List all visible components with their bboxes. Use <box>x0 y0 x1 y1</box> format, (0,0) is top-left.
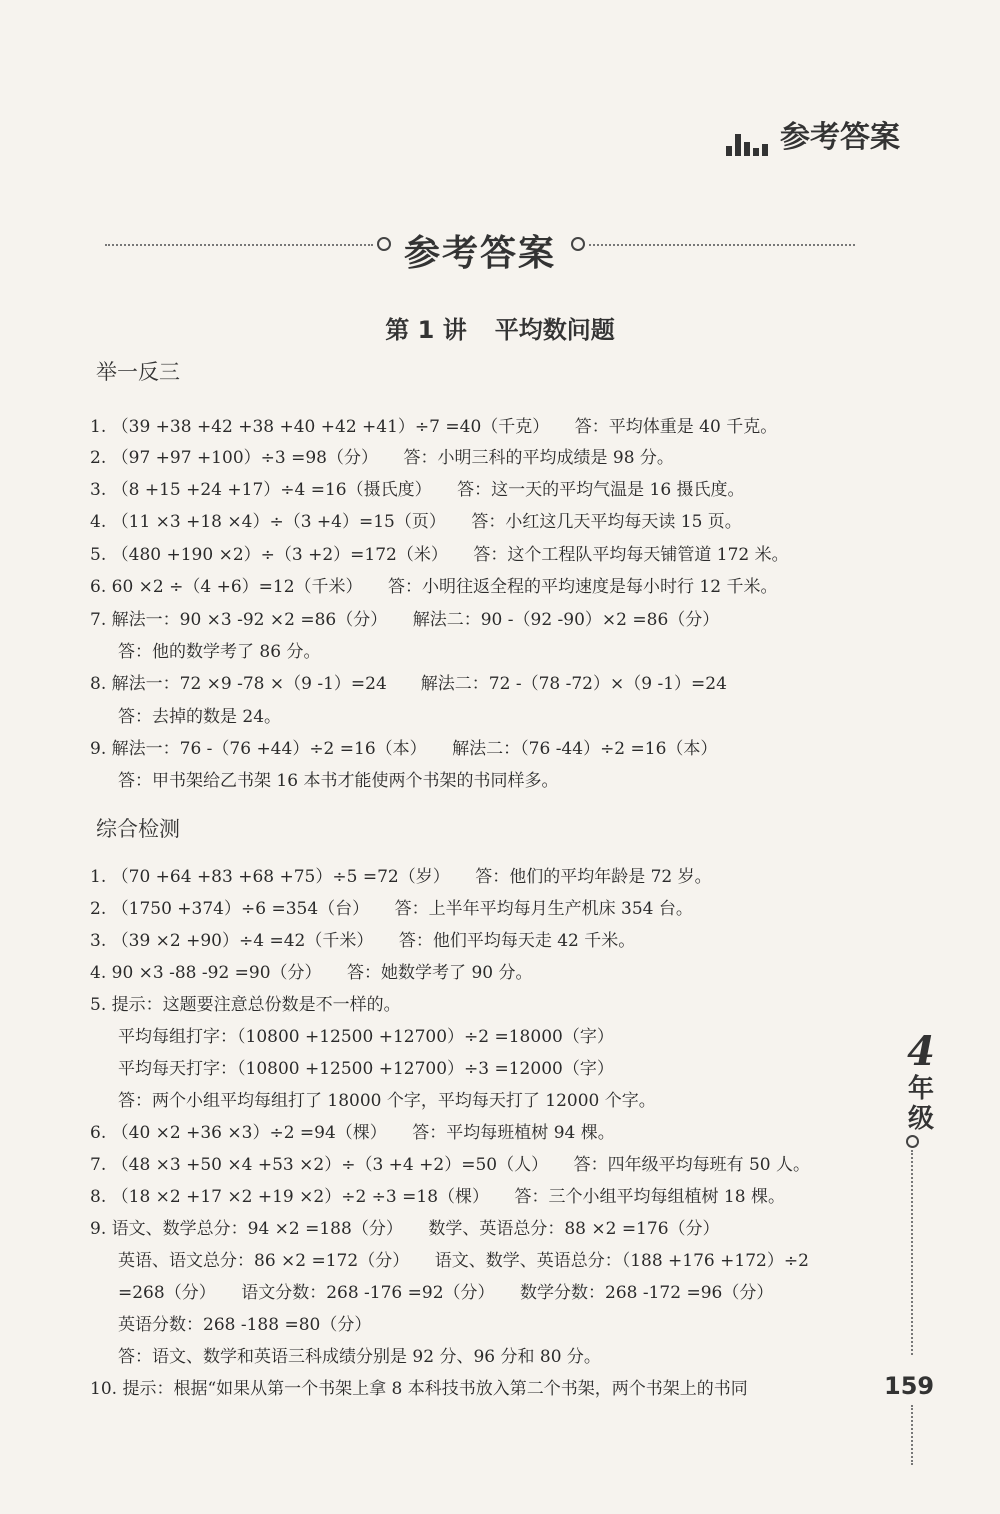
answer-line: 6. 60 ×2 ÷（4 +6）=12（千米） 答：小明往返全程的平均速度是每小时行 12 千米。 <box>90 577 778 597</box>
grade-text: 年级 <box>907 1074 934 1134</box>
section-heading: 综合检测 <box>96 817 180 841</box>
answer-line: 6. （40 ×2 +36 ×3）÷2 =94（棵） 答：平均每班植树 94 棵。 <box>90 1123 615 1143</box>
answer-line: 10. 提示：根据“如果从第一个书架上拿 8 本科技书放入第二个书架，两个书架上的书同 <box>90 1379 748 1399</box>
answer-line: 英语分数：268 -188 =80（分） <box>118 1315 372 1335</box>
answer-line: 7. 解法一：90 ×3 -92 ×2 =86（分） 解法二：90 -（92 -90）×2 =86（分） <box>90 610 720 630</box>
answer-line: 5. 提示：这题要注意总份数是不一样的。 <box>90 995 401 1015</box>
answer-line: 英语、语文总分：86 ×2 =172（分） 语文、数学、英语总分：（188 +176 +172）÷2 <box>118 1251 809 1271</box>
answer-line: 答：语文、数学和英语三科成绩分别是 92 分、96 分和 80 分。 <box>118 1347 601 1367</box>
side-dotted-rule <box>911 1150 913 1355</box>
lecture-name: 平均数问题 <box>494 316 615 344</box>
right-dotted-rule <box>589 244 855 246</box>
answer-line: 答：两个小组平均每组打了 18000 个字，平均每天打了 12000 个字。 <box>118 1091 656 1111</box>
answer-line: 9. 解法一：76 -（76 +44）÷2 =16（本） 解法二：（76 -44）÷2 =16（本） <box>90 739 718 759</box>
running-header-label: 参考答案 <box>780 120 900 155</box>
answer-line: 答：去掉的数是 24。 <box>118 707 282 727</box>
grade-tab <box>896 1030 946 1134</box>
answer-line: 9. 语文、数学总分：94 ×2 =188（分） 数学、英语总分：88 ×2 =176（分） <box>90 1219 720 1239</box>
answer-line: 答：甲书架给乙书架 16 本书才能使两个书架的书同样多。 <box>118 771 559 791</box>
answer-line: 平均每天打字：（10800 +12500 +12700）÷3 =12000（字） <box>118 1059 614 1079</box>
section-heading: 举一反三 <box>96 360 180 384</box>
answer-line: =268（分） 语文分数：268 -176 =92（分） 数学分数：268 -172 =96（分） <box>118 1283 774 1303</box>
answer-line: 答：他的数学考了 86 分。 <box>118 642 321 662</box>
answer-line: 1. （70 +64 +83 +68 +75）÷5 =72（岁） 答：他们的平均年龄是 72 岁。 <box>90 867 712 887</box>
answer-line: 1. （39 +38 +42 +38 +40 +42 +41）÷7 =40（千克） 答：平均体重是 40 千克。 <box>90 417 778 437</box>
bar-chart-icon <box>726 126 768 156</box>
grade-number: 4 <box>907 1028 935 1075</box>
answer-line: 2. （1750 +374）÷6 =354（台） 答：上半年平均每月生产机床 354 台。 <box>90 899 693 919</box>
answer-line: 7. （48 ×3 +50 ×4 +53 ×2）÷（3 +4 +2）=50（人） 答：四年级平均每班有 50 人。 <box>90 1155 811 1175</box>
lecture-number: 第 1 讲 <box>385 316 467 344</box>
answer-line: 2. （97 +97 +100）÷3 =98（分） 答：小明三科的平均成绩是 98 分。 <box>90 448 674 468</box>
answer-line: 8. 解法一：72 ×9 -78 ×（9 -1）=24 解法二：72 -（78 -72）×（9 -1）=24 <box>90 674 727 694</box>
answer-line: 平均每组打字：（10800 +12500 +12700）÷2 =18000（字） <box>118 1027 614 1047</box>
answer-line: 8. （18 ×2 +17 ×2 +19 ×2）÷2 ÷3 =18（棵） 答：三个小组平均每组植树 18 棵。 <box>90 1187 785 1207</box>
answer-line: 4. 90 ×3 -88 -92 =90（分） 答：她数学考了 90 分。 <box>90 963 533 983</box>
side-ring-icon <box>906 1135 919 1148</box>
page-number: 159 <box>884 1372 935 1400</box>
running-header <box>726 112 900 156</box>
right-ring-icon <box>571 237 585 251</box>
answer-line: 5. （480 +190 ×2）÷（3 +2）=172（米） 答：这个工程队平均每天铺管道 172 米。 <box>90 545 789 565</box>
title-row <box>105 225 855 275</box>
answer-line: 4. （11 ×3 +18 ×4）÷（3 +4）=15（页） 答：小红这几天平均每天读 15 页。 <box>90 512 742 532</box>
bottom-dotted-rule <box>911 1405 913 1465</box>
page-title: 参考答案 <box>403 232 556 274</box>
lecture-heading <box>0 310 1000 345</box>
answer-line: 3. （8 +15 +24 +17）÷4 =16（摄氏度） 答：这一天的平均气温是 16 摄氏度。 <box>90 480 745 500</box>
answer-line: 3. （39 ×2 +90）÷4 =42（千米） 答：他们平均每天走 42 千米。 <box>90 931 636 951</box>
